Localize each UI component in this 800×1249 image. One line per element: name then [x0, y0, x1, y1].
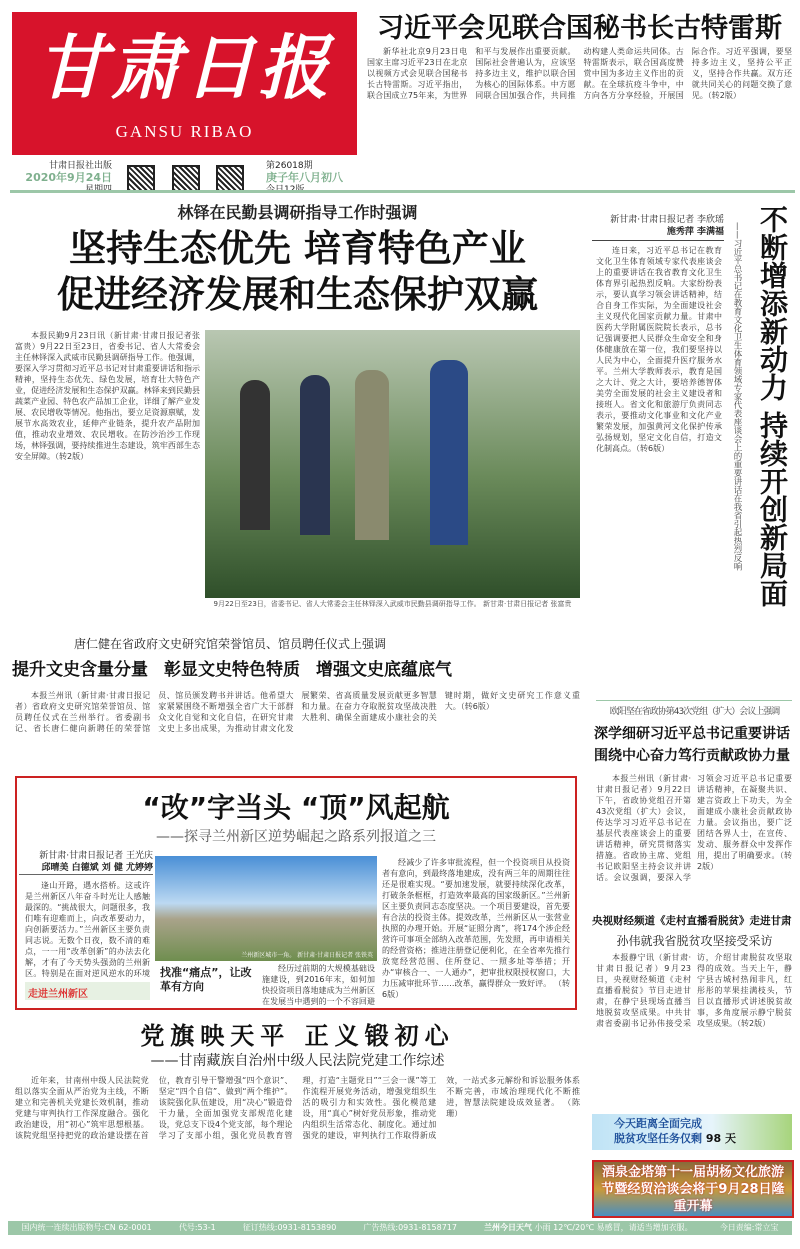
feature-photo-caption: 兰州新区城市一角。 新甘肃·甘肃日报记者 张铁英	[241, 952, 373, 959]
countdown-banner[interactable]: 今天距离全面完成 脱贫攻坚任务仅剩 98 天	[592, 1114, 792, 1150]
section-divider	[10, 190, 795, 193]
qr-code-icon[interactable]	[172, 165, 200, 193]
lunar-date: 庚子年八月初八	[266, 171, 343, 184]
feature-series-tag[interactable]: 走进兰州新区	[25, 982, 150, 1000]
masthead-logo	[12, 12, 357, 155]
right-body-2: 本报兰州讯（新甘肃·甘肃日报记者）9月22日下午，省政协党组召开第43次党组（扩大）会议，传达学习习近平总书记在基层代表座谈会上的重要讲话精神，研究贯彻落实措施。省政协主席、党组书记欧阳坚主持会议并讲话。会议强调，要深入学习领会习近平总书记重要讲话精神，在凝聚共识、建言资政上下功夫，为全面建成小康社会贡献政协力量。会议指出，要广泛团结各界人士，在宣传、发动、服务群众中发挥作用，提出了明确要求。（转2版）	[596, 774, 792, 882]
lead-headline[interactable]	[10, 226, 585, 318]
top-story-body: 新华社北京9月23日电 国家主席习近平23日在北京以视频方式会见联合国秘书长古特雷斯。习近平指出，联合国成立75年来，为世界和平与发展作出重要贡献。国际社会普遍认为，应该坚持多边主义，维护以联合国为核心的国际体系。中方愿同联合国加强合作，共同推动构建人类命运共同体。古特雷斯表示，联合国高度赞赏中国为多边主义作出的贡献。在全球抗疫斗争中，中方向各方分享经验，开展国际合作。习近平强调，要坚持多边主义，坚持公平正义，坚持合作共赢。双方还就共同关心的问题交换了意见。（转2版）	[367, 47, 792, 100]
feature-headline[interactable]: “改”字当头 “顶”风起航	[142, 791, 450, 824]
right-body: 连日来，习近平总书记在教育文化卫生体育领域专家代表座谈会上的重要讲话在我省教育文化卫生体育界引起热烈反响。大家纷纷表示，要认真学习领会讲话精神，结合自身工作实际，为全面建设社会主义现代化国家贡献力量。甘肃中医药大学附属医院院长表示，总书记强调要把人民群众生命安全和身体健康放在第一位，我们要坚持以人民为中心，全面提升医疗服务水平。兰州大学教师表示，教育是国之大计、党之大计，要培养德智体美劳全面发展的社会主义建设者和接班人。省文化和旅游厅负责同志表示，要推动文化事业和文化产业繁荣发展，加强黄河文化保护传承弘扬规划，坚定文化自信，打造文化制高点。（转6版）	[596, 246, 722, 453]
feature-photo[interactable]	[155, 856, 377, 961]
date: 2020年9月24日	[25, 171, 112, 184]
party-subtitle: ——甘南藏族自治州中级人民法院党建工作综述	[150, 1053, 445, 1069]
feature-body-left: 逢山开路，遇水搭桥。这或许是兰州新区八年奋斗时光让人感触最深的。“挑战很大，问题很多，我们唯有迎难而上，向改革要动力，向创新要活力。”兰州新区主要负责同志说。无数个日夜，数不清的难点，一一用“改革创新”的办法去化解，才有了今天势头强劲的兰州新区。特别是在面对逆风逆水的环境	[25, 881, 150, 978]
feature-subtitle: ——探寻兰州新区逆势崛起之路系列报道之三	[156, 829, 436, 845]
culture-kicker: 唐仁健在省政府文史研究馆荣誉馆员、馆员聘任仪式上强调	[73, 637, 386, 651]
person-figure	[430, 360, 468, 545]
divider	[596, 700, 792, 701]
qr-code-icon[interactable]	[216, 165, 244, 193]
right-subhead-3: 孙伟就我省脱贫攻坚接受采访	[616, 934, 773, 948]
party-body: 近年来，甘南州中级人民法院党组以落实全面从严治党为主线，不断建立和完善机关党建长效机制，推动党建与审判执行工作深度融合。强化政治建设，用“初心”筑牢思想根基。该院党组坚持把党的政治建设摆在首位，教育引导干警增强“四个意识”、坚定“四个自信”、做到“两个维护”。该院强化队伍建设，用“决心”锻造骨干力量，全面加强党支部规范化建设，党总支下设4个党支部，每个理论学习了支部小组，强化党员教育管理，打造“主题党日”“三会一课”等工作流程开展党务活动，增强党组织生活的吸引力和实效性。强化模范建设，用“真心”树好党员形象，推动党内组织生活常态化、制度化。通过加强党的建设，审判执行工作取得新成效，一站式多元解纷和诉讼服务体系不断完善，市域治理现代化不断推进，智慧法院建设成效显著。 （陈 珊）	[15, 1076, 580, 1140]
publisher: 甘肃日报社出版	[48, 161, 112, 171]
culture-headline-2: 彰显文史特色特质	[164, 660, 300, 680]
lead-headline-line1: 坚持生态优先 培育特色产业	[69, 227, 526, 270]
right-headline-2[interactable]: 深学细研习近平总书记重要讲话 围绕中心奋力笃行贡献政协力量	[594, 726, 790, 764]
right-kicker-2: 欧阳坚在省政协第43次党组（扩大）会议上强调	[609, 707, 780, 717]
culture-headline[interactable]	[12, 658, 452, 682]
person-figure	[240, 380, 270, 530]
feature-body-right: 经减少了许多审批流程，但一个投资项目从投资者有意向，到最终落地建成，没有两三年的周期往往还是很难实现。“要加速发展，就要持续深化改革，打破条条框框，打造效率最高的国家级新区。”兰州新区主要负责同志态度坚决。一个项目要建设，首先要有合法的投资主体。提效改革，兰州新区从一张营业执照的办理开始。开展“证照分离”，将174个涉企经营许可事项全部纳入改革范围，先发照，再申请相关的经营资格；推进注册登记便利化，在全省率先推行放宽经营范围、住所登记、一照多址等举措；开办“审核合一、一人通办”，把审批权限授权窗口，大力压减审批环节……改革，赢得群众一致好评。 （转6版）	[382, 858, 570, 999]
right-vertical-subtitle: ——习近平总书记在教育文化卫生体育领域专家代表座谈会上的重要讲话在我省引起热烈反响	[732, 222, 742, 571]
feature-byline: 新甘肃·甘肃日报记者 王光庆 邱晴美 白德斌 刘 健 尤婷婷	[19, 850, 153, 875]
issue-number: 第26018期	[266, 161, 313, 171]
right-headline-3[interactable]: 央视财经频道《走村直播看脱贫》走进甘肃	[592, 915, 792, 927]
countdown-days: 98	[705, 1132, 722, 1145]
party-headline[interactable]: 党旗映天平 正义锻初心	[140, 1022, 455, 1050]
footer-bar: 国内统一连续出版物号:CN 62-0001 代号:53-1 征订热线:0931-8153890 广告热线:0931-8158717 兰州今日天气 小雨 12℃/20℃ 易感冒，请适当增加衣服。 今日责编:常立宝	[8, 1221, 792, 1235]
qr-code-icon[interactable]	[127, 165, 155, 193]
lead-body: 本报民勤9月23日讯（新甘肃·甘肃日报记者张富贵）9月22日至23日，省委书记、省人大常委会主任林铎深入武威市民勤县调研指导工作。他强调，要深入学习贯彻习近平总书记对甘肃重要讲话和指示精神，坚持生态优先、绿色发展，培育壮大特色产业，促进经济发展和生态保护双赢。林铎来到民勤县蔬菜产业园、特色农产品加工企业，详细了解产业发展、农民增收等情况。他指出，要立足资源禀赋，发展节水高效农业，延伸产业链条，提升农产品附加值，推动农业增效、农民增收。在防沙治沙工作现场，林铎强调，要持续推进生态建设，筑牢西部生态安全屏障。（转2版）	[15, 331, 200, 461]
newspaper-title: 甘肃日报	[36, 26, 333, 109]
lead-kicker: 林铎在民勤县调研指导工作时强调	[177, 203, 418, 222]
lead-headline-line2: 促进经济发展和生态保护双赢	[57, 273, 538, 316]
culture-headline-3: 增强文史底蕴底气	[316, 660, 452, 680]
right-body-3: 本报静宁讯（新甘肃·甘肃日报记者）9月23日，央视财经频道《走村直播看脱贫》节目走进甘肃，在静宁县现场直播当地脱贫攻坚成果。中共甘肃省委副书记孙伟接受采访，介绍甘肃脱贫攻坚取得的成效。当天上午，静宁县古城村热闹非凡，红彤彤的苹果挂满枝头，节目以直播形式讲述脱贫故事，多角度展示静宁脱贫攻坚成果。（转2版）	[596, 953, 792, 1028]
newspaper-title-en: GANSU RIBAO	[115, 122, 254, 141]
top-story-headline[interactable]: 习近平会见联合国秘书长古特雷斯	[377, 13, 782, 44]
event-ad[interactable]: 酒泉金塔第十一届胡杨文化旅游节暨经贸洽谈会将于9月28日隆重开幕	[592, 1160, 794, 1218]
right-vertical-headline[interactable]: 不断增添新动力持续开创新局面	[756, 205, 789, 607]
culture-headline-1: 提升文史含量分量	[12, 660, 148, 680]
lead-photo[interactable]	[205, 330, 580, 598]
feature-subhead: 找准“痛点”，让改革有方向	[160, 966, 252, 993]
feature-body-mid: 经历过前期的大规模基础设施建设，到2016年末，如何加快投资项目落地建成为兰州新区在发展当中遇到的一个不容回避	[262, 964, 375, 1005]
culture-body: 本报兰州讯（新甘肃·甘肃日报记者）省政府文史研究馆荣誉馆员、馆员聘任仪式在兰州举行。省委副书记、省长唐仁健向新聘任的荣誉馆员、馆员颁发聘书并讲话。他希望大家紧紧围绕不断增强全省广大干部群众文化自觉和文化自信，在研究甘肃文史上多出成果，为推动甘肃文化发展繁荣、省高质量发展贡献更多智慧和力量。在奋力夺取脱贫攻坚战决胜大胜利、确保全面建成小康社会的关键时期，做好文史研究工作意义重大。（转6版）	[15, 691, 580, 733]
person-figure	[355, 370, 389, 540]
lead-photo-caption: 9月22日至23日，省委书记、省人大常委会主任林铎深入武威市民勤县调研指导工作。 新甘肃·甘肃日报记者 张富贵	[213, 600, 572, 608]
person-figure	[300, 375, 330, 535]
right-byline: 新甘肃·甘肃日报记者 李欣瑶 施秀萍 李满福	[592, 214, 724, 241]
